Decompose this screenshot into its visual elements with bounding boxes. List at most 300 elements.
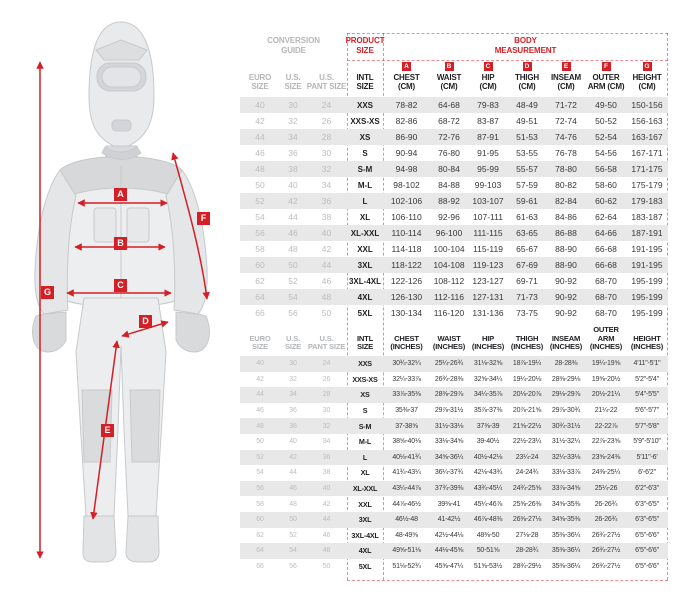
measurement-cell: 49-50 xyxy=(595,100,617,110)
intl-size-cell: M-L xyxy=(358,437,372,447)
conversion-cell: 62 xyxy=(256,531,264,539)
measurement-cell: 34¼-35⅞ xyxy=(473,391,503,399)
measurement-cell: 39-40½ xyxy=(476,438,500,446)
conversion-cell: 50 xyxy=(256,438,264,446)
measurement-cell: 78-82 xyxy=(395,100,418,110)
table-row xyxy=(240,387,668,403)
intl-size-cell: S xyxy=(362,148,368,158)
measurement-cell: 35⅜-37 xyxy=(395,407,418,415)
measurement-cell: 40½-42⅛ xyxy=(473,453,503,461)
measurement-cell: 82-86 xyxy=(395,116,418,126)
conversion-cell: 52 xyxy=(255,196,265,206)
conversion-cell: 56 xyxy=(256,485,264,493)
intl-size-cell: 3XL xyxy=(357,260,373,270)
conversion-cell: 46 xyxy=(256,407,264,415)
conversion-cell: 50 xyxy=(255,180,265,190)
table-row xyxy=(240,145,668,161)
measurement-cell: 94-98 xyxy=(395,164,418,174)
measurement-cell: 87-91 xyxy=(477,132,499,142)
table-row xyxy=(240,496,668,512)
conversion-cell: 56 xyxy=(288,308,298,318)
measurement-cell: 25¼-26 xyxy=(594,485,618,493)
measurement-cell: 24⅜-25¼ xyxy=(591,469,621,477)
column-letter-badge: F xyxy=(602,62,611,71)
measurement-cell: 107-111 xyxy=(473,212,503,222)
conversion-cell: 50 xyxy=(288,260,298,270)
conversion-cell: 40 xyxy=(289,438,297,446)
rider-diagram xyxy=(0,0,240,608)
measurement-cell: 51-53 xyxy=(516,132,538,142)
marker-chest: A xyxy=(114,188,127,201)
col-header-waist-inches: WAIST (INCHES) xyxy=(432,333,466,352)
measurement-cell: 53-55 xyxy=(516,148,538,158)
col-header-outer-arm-cm: OUTER ARM (CM) xyxy=(587,73,625,91)
intl-size-cell: XL xyxy=(359,212,371,222)
measurement-cell: 111-115 xyxy=(473,228,503,238)
table-row xyxy=(240,225,668,241)
conversion-cell: 46 xyxy=(321,276,332,286)
measurement-cell: 24-24¾ xyxy=(515,469,539,477)
measurement-cell: 195-199 xyxy=(631,276,663,286)
conversion-cell: 52 xyxy=(289,531,297,539)
measurement-cell: 4'11"-5'1" xyxy=(633,360,661,368)
measurement-cell: 60-62 xyxy=(595,196,617,206)
measurement-cell: 26¾-28⅜ xyxy=(434,375,464,383)
measurement-cell: 25⅝-26⅜ xyxy=(512,500,542,508)
conversion-cell: 60 xyxy=(255,260,265,270)
measurement-cell: 80-84 xyxy=(438,164,460,174)
measurement-cell: 37¾-39⅜ xyxy=(434,485,464,493)
measurement-cell: 41-42½ xyxy=(437,516,461,524)
measurement-cell: 61-63 xyxy=(516,212,538,222)
table-row xyxy=(240,161,668,177)
measurement-cell: 167-171 xyxy=(631,148,663,158)
table-row xyxy=(240,209,668,225)
table-row xyxy=(240,241,668,257)
measurement-cell: 114-118 xyxy=(391,244,422,254)
measurement-cell: 55-57 xyxy=(516,164,538,174)
measurement-cell: 127-131 xyxy=(472,292,504,302)
col-header-inseam-inches: INSEAM (INCHES) xyxy=(549,333,583,352)
col-header-hip-inches: HIP (INCHES) xyxy=(471,333,505,352)
measurement-cell: 48-49⅝ xyxy=(395,531,418,539)
measurement-cell: 66-68 xyxy=(595,260,617,270)
conversion-cell: 36 xyxy=(322,453,331,461)
conversion-cell: 38 xyxy=(321,212,332,222)
product-size-title: PRODUCT SIZE xyxy=(345,36,385,55)
measurement-cell: 191-195 xyxy=(631,244,663,254)
measurement-cell: 71-73 xyxy=(516,292,538,302)
measurement-cell: 72-76 xyxy=(438,132,460,142)
measurement-cell: 52-54 xyxy=(595,132,617,142)
measurement-cell: 39⅜-41 xyxy=(437,500,461,508)
marker-height: G xyxy=(41,286,54,299)
measurement-cell: 83-87 xyxy=(477,116,499,126)
measurement-cell: 74-76 xyxy=(555,132,577,142)
conversion-cell: 32 xyxy=(289,375,297,383)
table-row xyxy=(240,305,668,321)
conversion-cell: 46 xyxy=(288,228,298,238)
measurement-cell: 103-107 xyxy=(472,196,504,206)
conversion-cell: 48 xyxy=(322,547,331,555)
measurement-cell: 48⅜-50 xyxy=(476,531,500,539)
measurement-cell: 183-187 xyxy=(631,212,663,222)
measurement-cell: 5'11"-6' xyxy=(636,453,658,461)
measurement-cell: 65-67 xyxy=(516,244,538,254)
measurement-cell: 19¼-19⅝ xyxy=(591,360,621,368)
measurement-cell: 28-28⅜ xyxy=(554,360,578,368)
measurement-cell: 30¾-32¼ xyxy=(392,360,421,368)
table-row xyxy=(240,129,668,145)
measurement-cell: 56-58 xyxy=(595,164,617,174)
measurement-cell: 119-123 xyxy=(472,260,504,270)
table-row xyxy=(240,257,668,273)
measurement-cell: 19⅝-20½ xyxy=(591,375,621,383)
table-row xyxy=(240,356,668,372)
conversion-cell: 38 xyxy=(322,469,331,477)
measurement-cell: 33⅛-33⅞ xyxy=(551,469,581,477)
measurement-cell: 100-104 xyxy=(433,244,465,254)
table-row xyxy=(240,528,668,544)
col-header-waist-cm: WAIST (CM) xyxy=(436,73,462,91)
measurement-cell: 21¼-22 xyxy=(594,407,618,415)
measurement-cell: 82-84 xyxy=(555,196,577,206)
measurement-cell: 5'6"-5'7" xyxy=(635,407,659,415)
measurement-cell: 63-65 xyxy=(516,228,538,238)
conversion-cell: 56 xyxy=(255,228,265,238)
conversion-cell: 56 xyxy=(289,563,297,571)
measurement-cell: 58-60 xyxy=(595,180,617,190)
measurement-cell: 49-51 xyxy=(516,116,538,126)
conversion-cell: 64 xyxy=(256,547,264,555)
measurement-cell: 31½-33⅛ xyxy=(434,422,464,430)
measurement-cell: 32¼-33⅛ xyxy=(551,453,581,461)
measurement-cell: 43¾-45¼ xyxy=(473,485,503,493)
measurement-cell: 80-82 xyxy=(555,180,577,190)
conversion-cell: 28 xyxy=(322,391,331,399)
conversion-cell: 24 xyxy=(322,360,331,368)
table-row xyxy=(240,434,668,450)
conversion-cell: 44 xyxy=(255,132,265,142)
conversion-cell: 42 xyxy=(288,196,298,206)
measurement-cell: 6'5"-6'6" xyxy=(635,547,659,555)
conversion-cell: 30 xyxy=(288,100,298,110)
measurement-cell: 29⅞-30¾ xyxy=(551,407,581,415)
measurement-cell: 42½-44⅛ xyxy=(434,531,464,539)
rider-illustration xyxy=(0,0,240,608)
col-header-us-pant-size: U.S. PANT SIZE xyxy=(307,333,346,352)
conversion-cell: 46 xyxy=(289,485,297,493)
conversion-cell: 30 xyxy=(321,148,332,158)
inches-table-header xyxy=(240,326,668,355)
intl-size-cell: XXS xyxy=(358,359,372,369)
measurement-cell: 116-120 xyxy=(433,308,465,318)
col-header-us-size: U.S. SIZE xyxy=(284,73,302,91)
col-header-intl-size: INTL SIZE xyxy=(356,73,374,91)
table-row xyxy=(240,289,668,305)
measurement-cell: 99-103 xyxy=(474,180,502,190)
measurement-cell: 6'2"-6'3" xyxy=(635,485,659,493)
measurement-cell: 34⅝-35⅜ xyxy=(551,516,581,524)
conversion-cell: 44 xyxy=(289,469,297,477)
measurement-cell: 108-112 xyxy=(433,276,465,286)
rider-body xyxy=(33,22,210,562)
measurement-cell: 115-119 xyxy=(473,244,503,254)
intl-size-cell: S-M xyxy=(358,421,372,431)
table-row xyxy=(240,193,668,209)
measurement-cell: 54-56 xyxy=(595,148,617,158)
conversion-cell: 32 xyxy=(322,422,331,430)
measurement-cell: 22-22⅞ xyxy=(594,422,618,430)
measurement-cell: 33⅛-34⅝ xyxy=(434,438,464,446)
measurement-cell: 88-90 xyxy=(555,244,577,254)
measurement-cell: 38⅝-40⅛ xyxy=(392,438,421,446)
conversion-cell: 44 xyxy=(256,391,264,399)
measurement-cell: 40⅛-41¾ xyxy=(392,453,421,461)
measurement-cell: 45¼-46⅞ xyxy=(473,500,503,508)
measurement-cell: 5'4"-5'5" xyxy=(635,391,659,399)
cm-table-header xyxy=(240,60,668,94)
conversion-cell: 42 xyxy=(322,500,331,508)
measurement-cell: 35⅜-36¼ xyxy=(551,563,581,571)
measurement-cell: 25¼-26¾ xyxy=(434,360,464,368)
measurement-cell: 118-122 xyxy=(391,260,422,270)
table-row xyxy=(240,481,668,497)
column-letter-badge: A xyxy=(402,62,411,71)
measurement-cell: 35⅜-36¼ xyxy=(551,531,581,539)
measurement-cell: 6'5"-6'6" xyxy=(635,531,659,539)
intl-size-cell: XXS-XS xyxy=(352,374,378,384)
measurement-cell: 45⅝-47¼ xyxy=(434,563,464,571)
measurement-cell: 86-88 xyxy=(555,228,577,238)
measurement-cell: 76-78 xyxy=(555,148,577,158)
measurement-cell: 67-69 xyxy=(516,260,538,270)
column-letter-badge: B xyxy=(445,62,454,71)
measurement-cell: 163-167 xyxy=(631,132,663,142)
measurement-cell: 59-61 xyxy=(516,196,538,206)
measurement-cell: 5'7"-5'8" xyxy=(635,422,659,430)
table-row xyxy=(240,177,668,193)
conversion-cell: 42 xyxy=(321,244,332,254)
conversion-cell: 48 xyxy=(288,244,298,254)
measurement-cell: 5'2"-5'4" xyxy=(635,375,659,383)
measurement-cell: 36¼-37¾ xyxy=(434,469,464,477)
measurement-cell: 96-100 xyxy=(435,228,463,238)
measurement-cell: 44⅛-45⅝ xyxy=(434,547,464,555)
measurement-cell: 33⅞-35⅜ xyxy=(392,391,421,399)
conversion-cell: 40 xyxy=(255,100,265,110)
table-row xyxy=(240,113,668,129)
conversion-cell: 26 xyxy=(321,116,332,126)
conversion-cell: 38 xyxy=(289,422,297,430)
conversion-cell: 48 xyxy=(256,422,264,430)
measurement-cell: 24¾-25⅝ xyxy=(512,485,542,493)
conversion-cell: 34 xyxy=(289,391,297,399)
measurement-cell: 78-80 xyxy=(555,164,577,174)
measurement-cell: 130-134 xyxy=(390,308,423,318)
measurement-cell: 51⅝-53½ xyxy=(473,563,503,571)
col-header-euro-size: EURO SIZE xyxy=(248,73,272,91)
conversion-cell: 44 xyxy=(288,212,298,222)
measurement-cell: 46½-48 xyxy=(395,516,418,524)
measurement-cell: 68-72 xyxy=(438,116,460,126)
measurement-cell: 37⅜-39 xyxy=(476,422,500,430)
measurement-cell: 179-183 xyxy=(631,196,663,206)
conversion-cell: 30 xyxy=(322,407,331,415)
table-row xyxy=(240,512,668,528)
table-row xyxy=(240,403,668,419)
measurement-cell: 88-92 xyxy=(438,196,460,206)
measurement-cell: 26-26¾ xyxy=(594,500,618,508)
measurement-cell: 66-68 xyxy=(595,244,617,254)
measurement-cell: 156-163 xyxy=(631,116,663,126)
col-header-intl-size: INTL SIZE xyxy=(356,333,374,352)
intl-size-cell: XS xyxy=(359,132,371,142)
measurement-cell: 68-70 xyxy=(595,292,617,302)
measurement-cell: 31½-32¼ xyxy=(551,438,581,446)
conversion-cell: 48 xyxy=(321,292,332,302)
conversion-cell: 34 xyxy=(321,180,332,190)
col-header-hip-cm: HIP (CM) xyxy=(479,73,497,91)
conversion-cell: 50 xyxy=(322,563,331,571)
conversion-cell: 66 xyxy=(255,308,265,318)
measurement-cell: 69-71 xyxy=(516,276,538,286)
conversion-cell: 40 xyxy=(321,228,332,238)
conversion-cell: 54 xyxy=(255,212,265,222)
conversion-cell: 66 xyxy=(256,563,264,571)
intl-size-cell: 4XL xyxy=(357,292,373,302)
conversion-cell: 36 xyxy=(288,148,298,158)
inches-size-table xyxy=(240,356,668,574)
measurement-cell: 19¼-20⅛ xyxy=(512,375,542,383)
conversion-cell: 50 xyxy=(321,308,332,318)
cm-size-table xyxy=(240,97,668,321)
conversion-cell: 42 xyxy=(255,116,265,126)
conversion-cell: 40 xyxy=(256,360,264,368)
measurement-cell: 175-179 xyxy=(631,180,663,190)
measurement-cell: 76-80 xyxy=(438,148,460,158)
measurement-cell: 43¼-44⅞ xyxy=(392,485,421,493)
conversion-cell: 32 xyxy=(288,116,298,126)
col-header-chest-inches: CHEST (INCHES) xyxy=(390,333,423,352)
dashed-divider xyxy=(347,33,668,34)
measurement-cell: 90-92 xyxy=(555,292,577,302)
measurement-cell: 34⅝-35⅜ xyxy=(551,500,581,508)
measurement-cell: 72-74 xyxy=(555,116,577,126)
measurement-cell: 23⅝-24⅜ xyxy=(591,453,621,461)
measurement-cell: 29⅛-29⅞ xyxy=(551,391,581,399)
measurement-cell: 35⅜-36¼ xyxy=(551,547,581,555)
measurement-cell: 91-95 xyxy=(477,148,499,158)
measurement-cell: 6'3"-6'5" xyxy=(635,500,659,508)
measurement-cell: 20½-21¼ xyxy=(591,391,621,399)
measurement-cell: 131-136 xyxy=(472,308,504,318)
conversion-cell: 48 xyxy=(289,500,297,508)
col-header-us-size: U.S. SIZE xyxy=(284,333,302,352)
measurement-cell: 28-28¾ xyxy=(515,547,539,555)
measurement-cell: 28¾-29½ xyxy=(512,563,542,571)
conversion-cell: 58 xyxy=(255,244,265,254)
measurement-cell: 95-99 xyxy=(477,164,499,174)
intl-size-cell: XL-XXL xyxy=(352,484,378,494)
table-row xyxy=(240,450,668,466)
measurement-cell: 64-66 xyxy=(595,228,617,238)
col-header-height-cm: HEIGHT (CM) xyxy=(632,73,662,91)
measurement-cell: 57-59 xyxy=(516,180,538,190)
measurement-cell: 68-70 xyxy=(595,308,617,318)
intl-size-cell: L xyxy=(362,452,368,462)
conversion-guide-title: CONVERSION GUIDE xyxy=(267,36,320,55)
measurement-cell: 71-72 xyxy=(555,100,577,110)
table-row xyxy=(240,543,668,559)
intl-size-cell: XS xyxy=(360,390,370,400)
measurement-cell: 41¾-43¼ xyxy=(392,469,421,477)
col-header-height-inches: HEIGHT (INCHES) xyxy=(630,333,664,352)
measurement-cell: 90-94 xyxy=(395,148,418,158)
measurement-cell: 88-90 xyxy=(555,260,577,270)
measurement-cell: 92-96 xyxy=(438,212,460,222)
conversion-cell: 44 xyxy=(322,516,331,524)
measurement-cell: 44⅞-46½ xyxy=(392,500,421,508)
conversion-cell: 46 xyxy=(255,148,265,158)
conversion-cell: 40 xyxy=(322,485,331,493)
measurement-cell: 104-108 xyxy=(433,260,465,270)
measurement-cell: 195-199 xyxy=(631,292,663,302)
measurement-cell: 112-116 xyxy=(434,292,464,302)
measurement-cell: 34⅝-36¼ xyxy=(434,453,464,461)
measurement-cell: 86-90 xyxy=(395,132,418,142)
intl-size-cell: 3XL-4XL xyxy=(348,276,381,286)
measurement-cell: 32⅝-34¼ xyxy=(473,375,503,383)
marker-inseam: E xyxy=(101,424,114,437)
measurement-cell: 62-64 xyxy=(595,212,617,222)
measurement-cell: 26¾-27½ xyxy=(591,563,621,571)
measurement-cell: 26¾-27½ xyxy=(591,531,621,539)
conversion-cell: 24 xyxy=(321,100,332,110)
column-letter-badge: D xyxy=(523,62,532,71)
measurement-cell: 106-110 xyxy=(391,212,422,222)
measurement-cell: 26⅜-27⅛ xyxy=(512,516,542,524)
measurement-cell: 6'3"-6'5" xyxy=(635,516,659,524)
col-header-chest-cm: CHEST (CM) xyxy=(393,73,420,91)
intl-size-cell: XL-XXL xyxy=(350,228,380,238)
measurement-cell: 50-52 xyxy=(595,116,617,126)
intl-size-cell: XXL xyxy=(358,499,372,509)
measurement-cell: 90-92 xyxy=(555,308,577,318)
measurement-cell: 126-130 xyxy=(390,292,423,302)
measurement-cell: 64-68 xyxy=(438,100,460,110)
table-row xyxy=(240,97,668,113)
measurement-cell: 50-51⅝ xyxy=(476,547,500,555)
intl-size-cell: XXS-XS xyxy=(350,116,380,126)
measurement-cell: 84-88 xyxy=(438,180,460,190)
measurement-cell: 46⅞-48⅜ xyxy=(473,516,503,524)
intl-size-cell: 3XL-4XL xyxy=(351,530,379,540)
measurement-cell: 122-126 xyxy=(390,276,423,286)
intl-size-cell: S-M xyxy=(357,164,373,174)
measurement-cell: 187-191 xyxy=(631,228,663,238)
intl-size-cell: XL xyxy=(360,468,370,478)
measurement-cell: 18⅞-19¼ xyxy=(512,360,542,368)
table-row xyxy=(240,559,668,575)
conversion-cell: 50 xyxy=(289,516,297,524)
conversion-cell: 36 xyxy=(289,407,297,415)
conversion-cell: 40 xyxy=(288,180,298,190)
conversion-cell: 62 xyxy=(255,276,265,286)
col-header-thigh-cm: THIGH (CM) xyxy=(515,73,539,91)
measurement-cell: 42⅛-43¾ xyxy=(473,469,503,477)
measurement-cell: 84-86 xyxy=(555,212,577,222)
